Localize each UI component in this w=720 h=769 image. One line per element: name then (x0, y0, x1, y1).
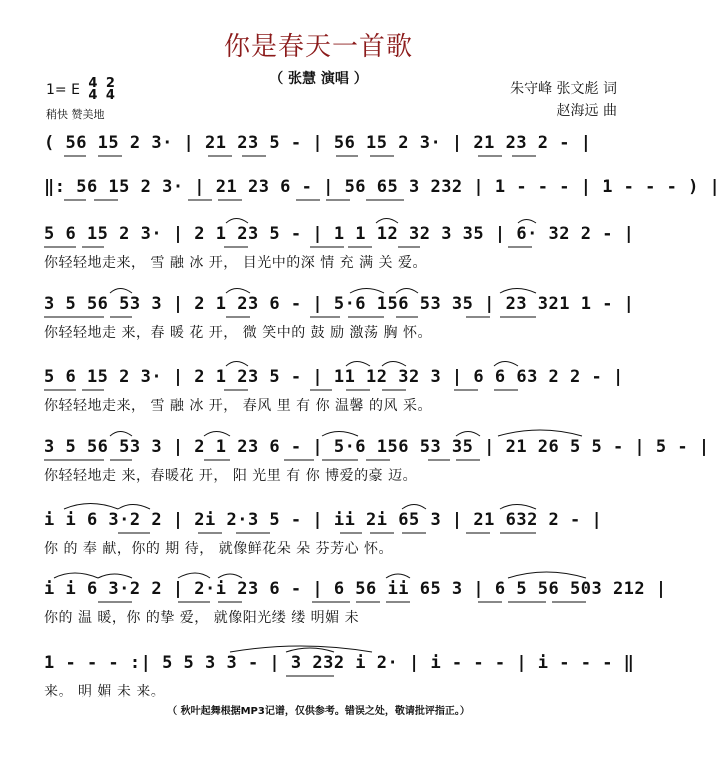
lyric-row-7: 你 的 奉 献，你的 期 待， 就像鲜花朵 朵 芬芳心 怀。 (44, 541, 394, 557)
song-title: 你是春天一首歌 (223, 32, 413, 62)
lyric-row-3: 你轻轻地走来， 雪 融 冰 开， 目光中的深 情 充 满 关 爱。 (44, 255, 428, 271)
credits (510, 78, 617, 122)
time-top-2: 2 (105, 76, 115, 91)
lyric-row-4: 你轻轻地走 来，春 暖 花 开， 微 笑中的 鼓 励 激荡 胸 怀。 (44, 325, 432, 341)
key-label: 1= E (46, 82, 80, 98)
notation-row-4: 3 5 56 53 3 | 2 1 23 6 - | 5·6 156 53 35 | 23 321 1 - | (44, 294, 635, 314)
lyric-row-5: 你轻轻地走来， 雪 融 冰 开， 春风 里 有 你 温馨 的风 采。 (44, 398, 432, 414)
lyric-row-9: 来。 明 媚 未 来。 (44, 684, 166, 700)
time-signature-1 (88, 78, 97, 102)
time-bot-2: 4 (105, 88, 115, 103)
notation-row-7: i i 6 3·2 2 | 2i 2·3 5 - | ii 2i 65 3 | 21 632 2 - | (44, 510, 603, 530)
notation-row-5: 5 6 15 2 3· | 2 1 23 5 - | 11 12 32 3 | 6 6 63 2 2 - | (44, 367, 624, 387)
time-top-1: 4 (88, 76, 98, 91)
key-signature (46, 78, 115, 102)
lyric-row-6: 你轻轻地走 来，春暖花 开， 阳 光里 有 你 博爱的豪 迈。 (44, 468, 418, 484)
lyric-row-8: 你的 温 暖，你 的挚 爱， 就像阳光缕 缕 明媚 未 (44, 610, 360, 626)
notation-row-3: 5 6 15 2 3· | 2 1 23 5 - | 1 1 12 32 3 35 | 6· 32 2 - | (44, 224, 635, 244)
time-bot-1: 4 (88, 88, 98, 103)
notation-row-2: ‖: 56 15 2 3· | 21 23 6 - | 56 65 3 232 | 1 - - - | 1 - - - ) | (44, 177, 720, 197)
footnote: （ 秋叶起舞根据MP3记谱，仅供参考。错误之处，敬请批评指正。） (167, 706, 470, 717)
notation-row-6: 3 5 56 53 3 | 2 1 23 6 - | 5·6 156 53 35 | 21 26 5 5 - | 5 - | (44, 437, 710, 457)
time-signature-2 (106, 78, 115, 102)
notation-row-1: ( 56 15 2 3· | 21 23 5 - | 56 15 2 3· | 21 23 2 - | (44, 133, 592, 153)
lyricist: 朱守峰 张文彪 词 (510, 81, 617, 97)
tempo-marking: 稍快 赞美地 (46, 108, 105, 121)
composer: 赵海远 曲 (556, 103, 617, 119)
notation-row-9: 1 - - - :| 5 5 3 3 - | 3 232 i 2· | i - - - | i - - - ‖ (44, 653, 635, 673)
notation-row-8: i i 6 3·2 2 | 2·i 23 6 - | 6 56 ii 65 3 | 6 5 56 503 212 | (44, 579, 667, 599)
singer-line: （ 张慧 演唱 ） (269, 71, 368, 87)
